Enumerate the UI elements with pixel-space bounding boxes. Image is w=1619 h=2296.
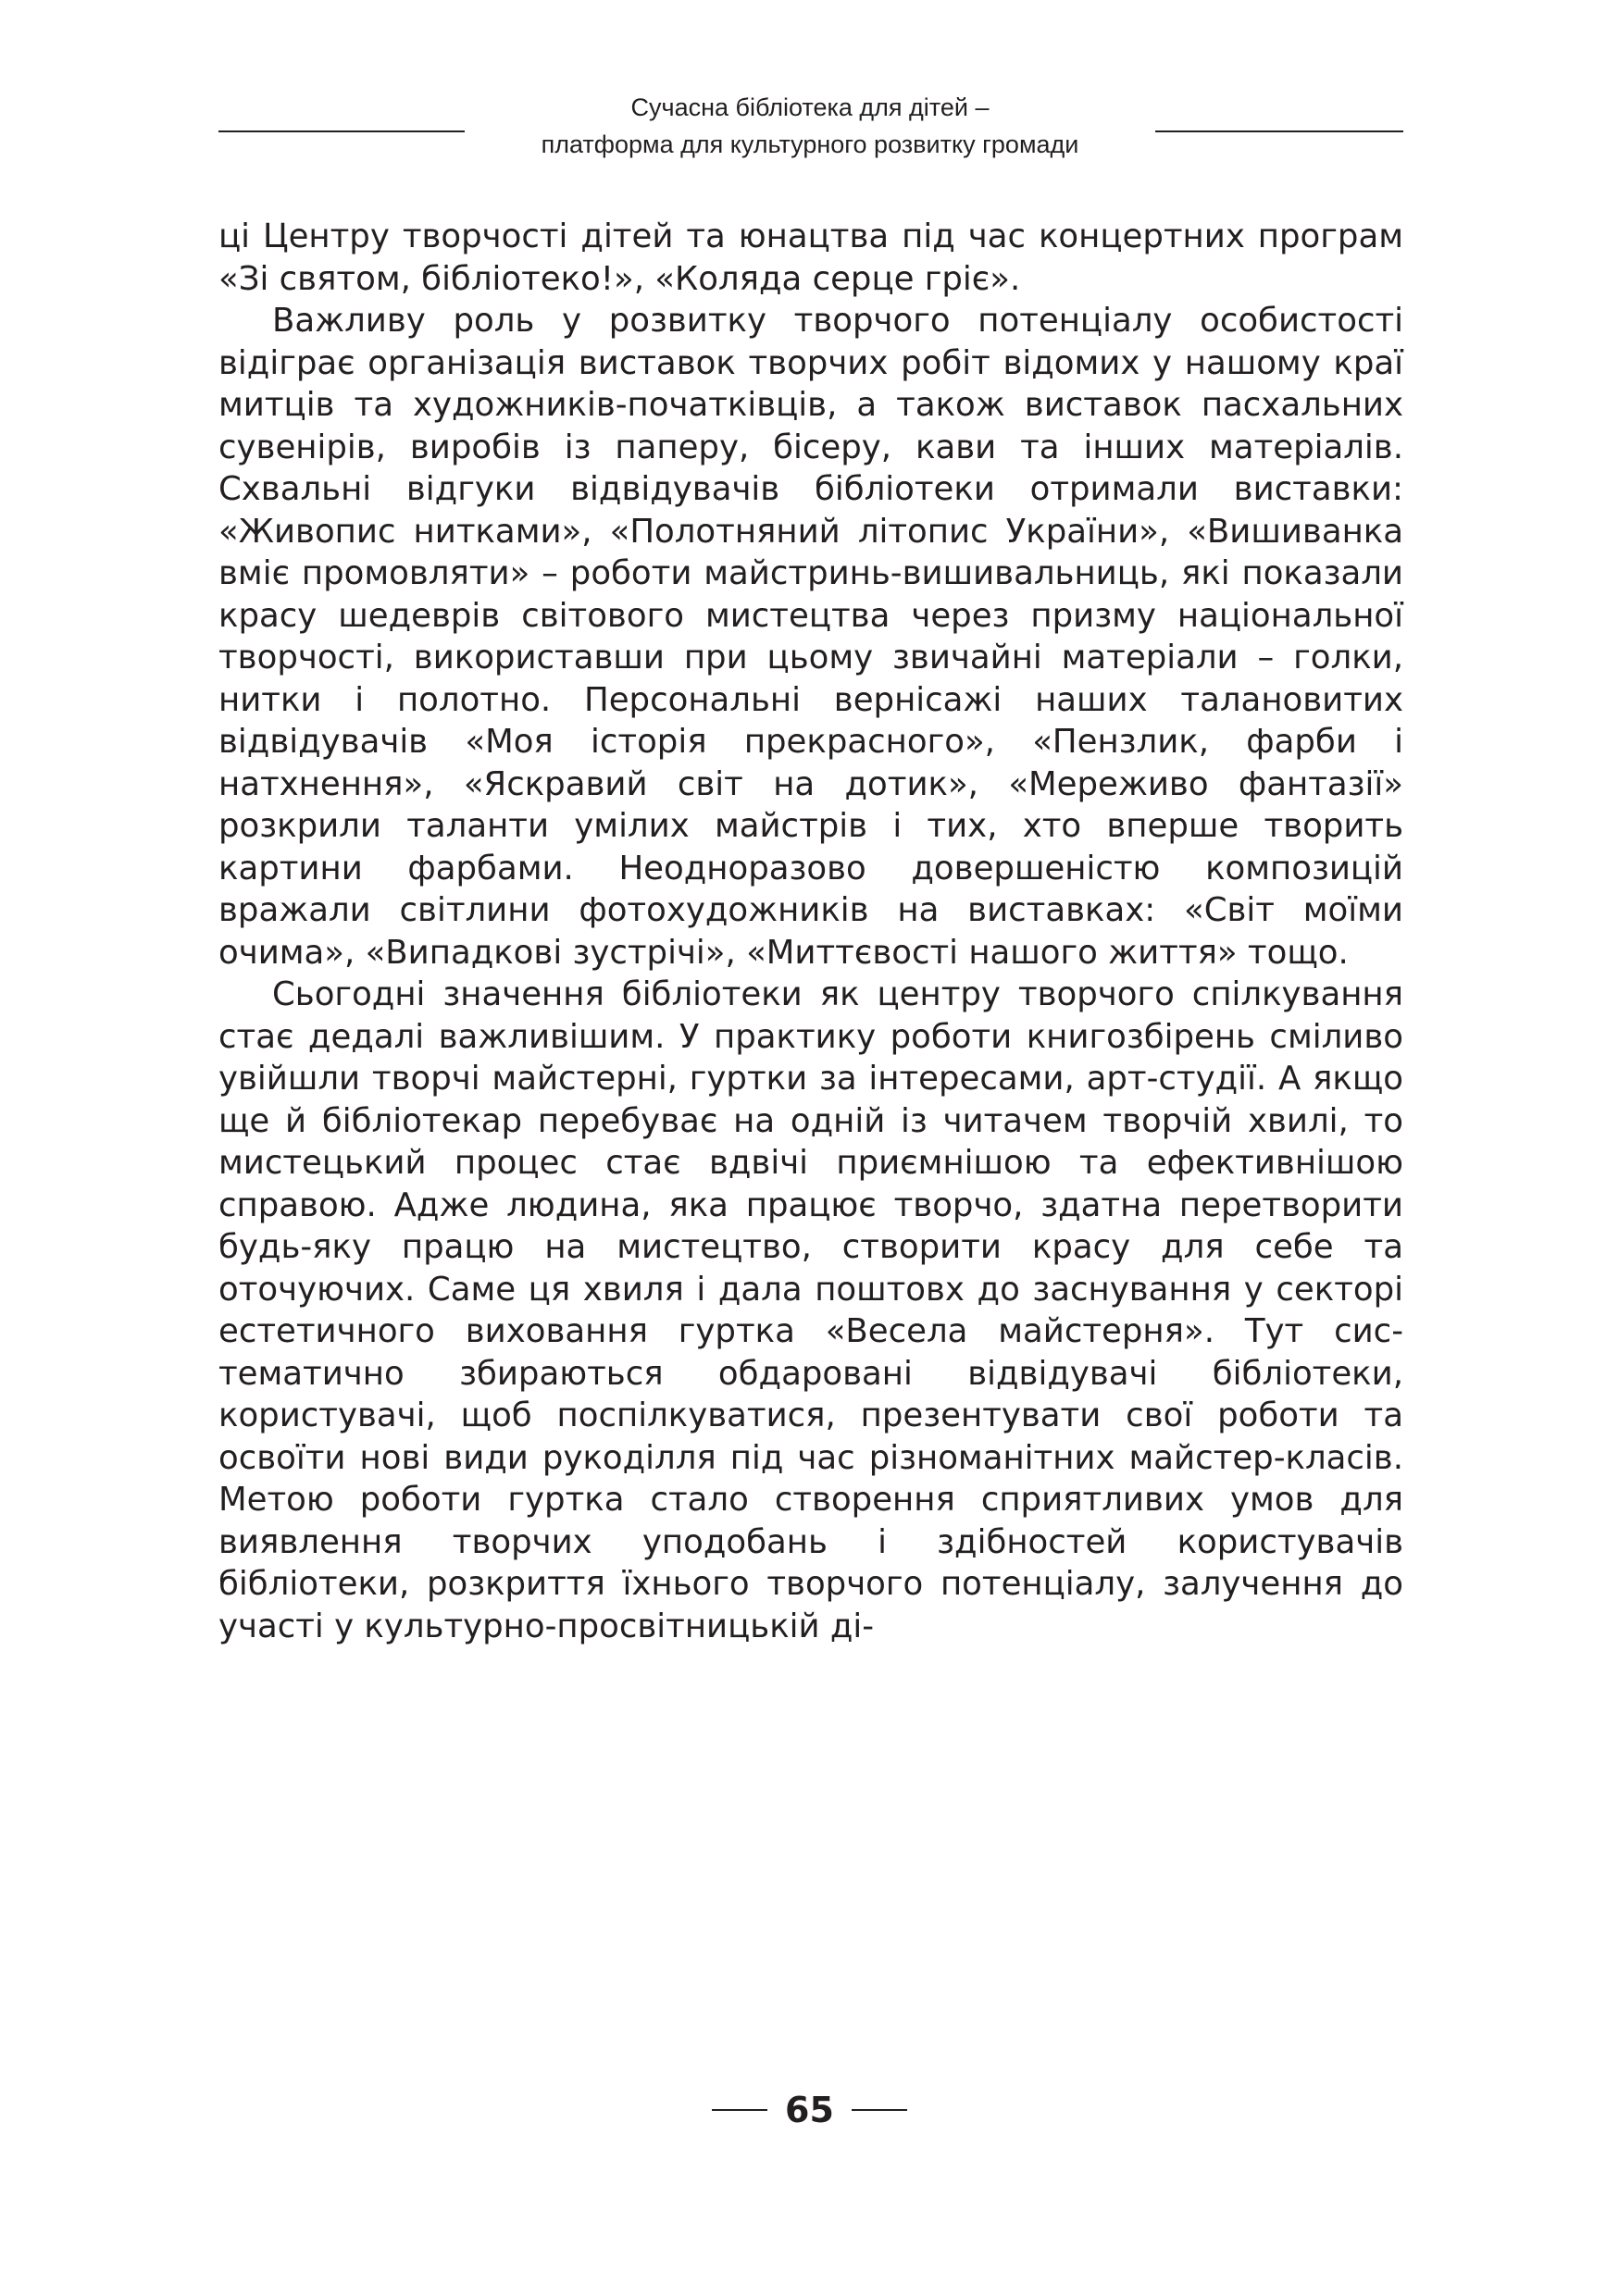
running-header	[0, 89, 1619, 172]
paragraph-3: Сьогодні значення бібліотеки як центру творчого спілкування стає дедалі важливішим. У практику роботи книгозбірень сміливо увійшли творчі майстерні, гуртки за інтересами, арт-студії. А якщо ще й бібліотекар перебуває на одній із читачем творчій хвилі, то мистецький процес стає вдвічі приємнішою та ефективнішою справою. Адже людина, яка працює творчо, здатна перетворити будь-яку працю на мистецтво, створити красу для себе та оточуючих. Саме ця хвиля і дала поштовх до заснування у секторі естетичного виховання гуртка «Весела майстерня». Тут систематично збираються обдаровані відвідувачі бібліотеки, користувачі, щоб поспілкуватися, презентувати свої роботи та освоїти нові види рукоділля під час різноманітних майстер-класів. Метою роботи гуртка стало створення сприятливих умов для виявлення творчих уподобань і здібностей користувачів бібліотеки, розкриття їхнього творчого потенціалу, залучення до участі у культурно-просвітницькій ді-	[218, 975, 1403, 1645]
header-rule-right	[1155, 130, 1403, 132]
page-number-footer	[0, 2090, 1619, 2145]
header-title-line-1: Сучасна бібліотека для дітей –	[630, 93, 990, 121]
body-text	[218, 216, 1403, 1647]
folio-rule-left	[712, 2109, 767, 2111]
paragraph-2: Важливу роль у розвитку творчого потенціалу особистості відіграє організація виставок творчих робіт відомих у нашому краї митців та художників-початківців, а також виставок пасхальних сувенірів, виробів із паперу, бісеру, кави та інших матеріалів. Схвальні відгуки відвідувачів бібліотеки отримали виставки: «Живопис нитками», «Полотняний літопис України», «Вишиванка вміє промовляти» – роботи майстринь-вишивальниць, які показали красу шедеврів світового мистецтва через призму національної творчості, використавши при цьому звичайні матеріали – голки, нитки і полотно. Персональні вернісажі наших талановитих відвідувачів «Моя історія прекрасного», «Пензлик, фарби і натхнення», «Яскравий світ на дотик», «Мереживо фантазії» розкрили таланти умілих майстрів і тих, хто вперше творить картини фарбами. Неодноразово довершеністю композицій вражали світлини фотохудожників на виставках: «Світ моїми очима», «Випадкові зустрічі», «Миттєвості нашого життя» тощо.	[218, 302, 1403, 972]
header-title	[465, 89, 1155, 163]
header-rule-left	[218, 130, 465, 132]
header-title-line-2: платформа для культурного розвитку громади	[541, 130, 1079, 158]
page-number: 65	[785, 2090, 834, 2130]
paragraph-1: ці Центру творчості дітей та юнацтва під час концертних програм «Зі святом, бібліотеко!», «Коляда серце гріє».	[218, 217, 1403, 298]
folio-rule-right	[852, 2109, 907, 2111]
